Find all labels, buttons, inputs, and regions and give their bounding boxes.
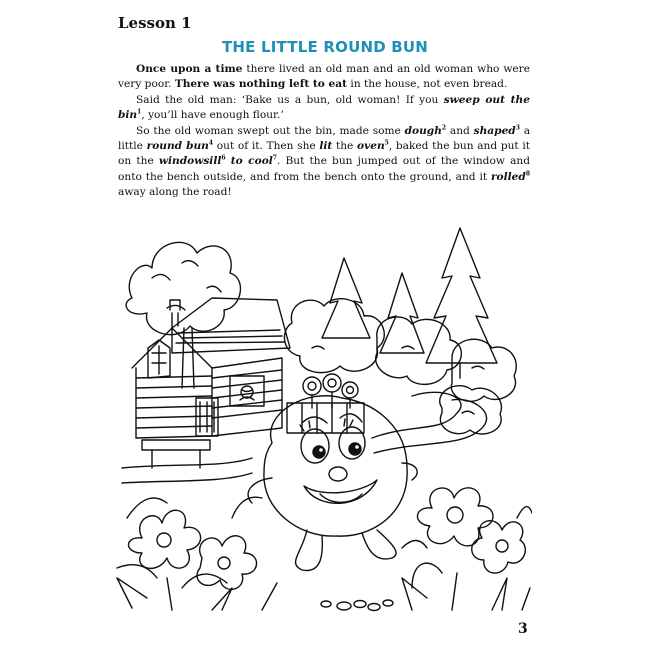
text-span: and: [446, 124, 474, 137]
flowers-left: [117, 497, 277, 610]
footnote-marker: 2: [441, 124, 447, 132]
vocab-term: shaped: [473, 124, 516, 137]
bushes: [284, 299, 516, 434]
footnote-marker: 8: [525, 170, 530, 178]
text-span: , you’ll have enough flour.’: [141, 109, 284, 122]
sunflowers: [287, 374, 364, 433]
footnote-marker: 4: [208, 139, 214, 147]
paragraph-3: [118, 124, 530, 201]
story-title: THE LITTLE ROUND BUN: [221, 38, 429, 56]
vocab-term: oven: [357, 140, 385, 153]
phrase-nothing-left: There was nothing left to eat: [174, 78, 348, 91]
footnote-marker: 3: [515, 124, 520, 132]
text-span: away along the road!: [118, 186, 232, 199]
phrase-once-upon-a-time: Once upon a time: [136, 63, 243, 75]
text-span: Said the old man: ‘Bake us a bun, old woman! If you: [136, 93, 444, 106]
footnote-marker: 5: [384, 139, 389, 147]
little-round-bun-illustration: [112, 218, 532, 616]
story-text: [118, 62, 530, 201]
vocab-term: sweep out the bin: [118, 93, 530, 122]
vocab-term: rolled: [490, 170, 526, 183]
pine-trees: [322, 228, 497, 378]
paragraph-1: [118, 62, 530, 93]
paragraph-2: [118, 93, 530, 124]
text-span: out of it. Then she: [213, 140, 320, 153]
vocab-term: to cool: [230, 155, 273, 168]
page-number: 3: [518, 621, 528, 637]
text-span: So the old woman swept out the bin, made some: [136, 124, 405, 137]
lesson-heading: Lesson 1: [118, 14, 192, 32]
house: [132, 298, 290, 468]
footnote-marker: 1: [137, 108, 142, 116]
footnote-marker: 6: [221, 154, 226, 162]
vocab-term: round bun: [146, 140, 209, 153]
vocab-term: windowsill: [158, 155, 222, 168]
vocab-term: dough: [404, 124, 442, 137]
pebbles: [321, 600, 393, 611]
text-span: there lived an old man and an old woman who were very poor.: [118, 63, 530, 91]
vocab-term: lit: [319, 140, 333, 153]
text-span: in the house, not even bread.: [347, 78, 508, 91]
text-span: a little: [118, 124, 531, 153]
text-span: . But the bun jumped out of the window and onto the bench outside, and from the bench onto the ground, and it: [118, 155, 530, 183]
footnote-marker: 7: [272, 154, 277, 162]
winding-path: [122, 392, 487, 483]
flowers-right: [402, 488, 532, 610]
text-span: , baked the bun and put it on the: [118, 140, 530, 168]
text-span: the: [332, 140, 357, 153]
